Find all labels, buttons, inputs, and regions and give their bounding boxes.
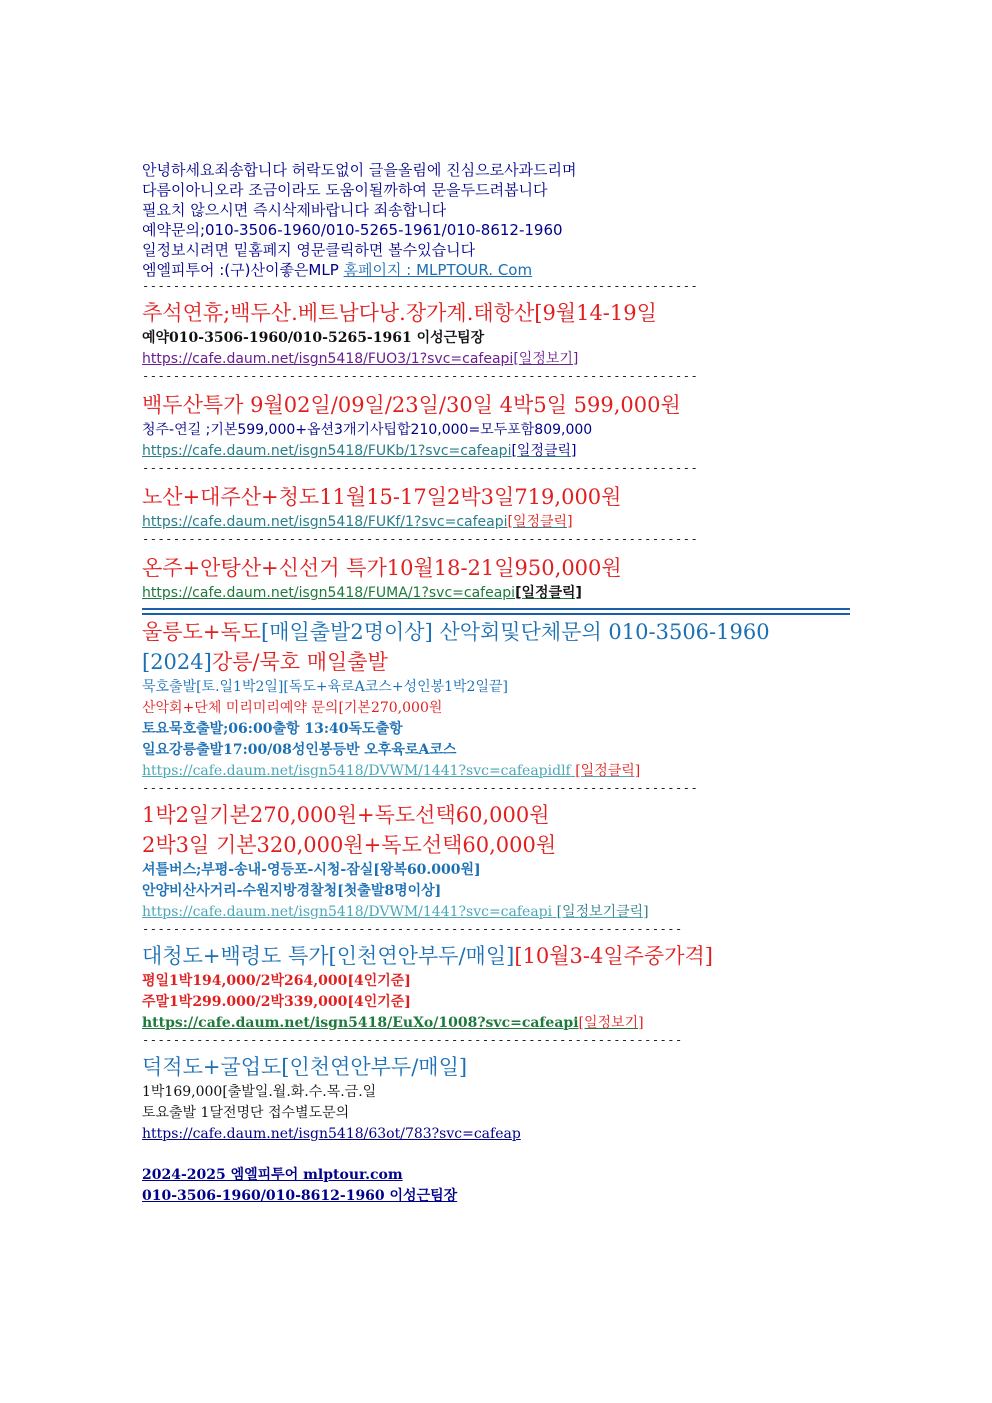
link-suffix[interactable]: [일정보기클릭] [556, 904, 649, 920]
link-url[interactable]: https://cafe.daum.net/isgn5418/EuXo/1008?svc=cafeapi [142, 1015, 579, 1031]
footer [142, 1165, 852, 1207]
section-subtitle [142, 647, 852, 677]
separator: ------------------------------------------------------------------------ [142, 533, 699, 545]
double-divider [142, 608, 850, 615]
schedule-link[interactable] [142, 441, 852, 462]
departure-ports: 강릉/묵호 매일출발 [211, 650, 388, 674]
schedule-link[interactable] [142, 583, 852, 604]
link-url[interactable]: https://cafe.daum.net/isgn5418/DVWM/1441?svc=cafeapi [142, 904, 553, 920]
link-url[interactable]: https://cafe.daum.net/isgn5418/FUMA/1?svc=cafeapi [142, 585, 516, 601]
title-blue: 대청도+백령도 특가[인천연안부두/매일] [142, 944, 515, 968]
section-title: 백두산특가 9월02일/09일/23일/30일 4박5일 599,000원 [142, 393, 681, 417]
detail-line: 주말1박299.000/2박339,000[4인기준] [142, 994, 411, 1010]
section-title: 덕적도+굴업도[인천연안부두/매일] [142, 1055, 468, 1079]
intro-line: 다름이아니오라 조금이라도 도움이될까하여 문을두드려봅니다 [142, 181, 548, 199]
spacer [142, 1145, 852, 1165]
section-title: 노산+대주산+청도11월15-17일2박3일719,000원 [142, 485, 622, 509]
price-line: 2박3일 기본320,000원+독도선택60,000원 [142, 833, 557, 857]
section-daecheongdo [142, 941, 852, 1034]
link-url[interactable]: https://cafe.daum.net/isgn5418/FUKb/1?svc=cafeapi [142, 443, 512, 459]
detail-line: 토요출발 1달전명단 접수별도문의 [142, 1105, 350, 1121]
schedule-link[interactable]: https://cafe.daum.net/isgn5418/63ot/783?svc=cafeap [142, 1126, 521, 1142]
link-url[interactable]: https://cafe.daum.net/isgn5418/FUKf/1?svc=cafeapi [142, 514, 508, 530]
shuttle-line: 셔틀버스;부평-송내-영등포-시청-잠실[왕복60.000원] [142, 862, 481, 878]
price-line: 1박2일기본270,000원+독도선택60,000원 [142, 803, 550, 827]
section-title [142, 941, 852, 971]
schedule-link[interactable] [142, 349, 852, 370]
separator: ------------------------------------------------------------------------ [142, 370, 699, 382]
separator: ------------------------------------------------------------------------ [142, 782, 699, 794]
title-red: 울릉도+독도 [142, 620, 262, 644]
link-url[interactable]: https://cafe.daum.net/isgn5418/FUO3/1?svc=cafeapi [142, 351, 514, 367]
section-ulleungdo [142, 617, 852, 782]
separator: ------------------------------------------------------------------------ [142, 280, 699, 292]
footer-line: 2024-2025 엠엘피투어 mlptour.com [142, 1167, 403, 1183]
section-deokjeokdo [142, 1052, 852, 1145]
section-baekdusan [142, 390, 852, 462]
intro-line: 예약문의;010-3506-1960/010-5265-1961/010-8612-1960 [142, 221, 563, 239]
section-title [142, 617, 852, 647]
intro-line: 일정보시려면 밑홈페지 영문클릭하면 볼수있습니다 [142, 241, 476, 259]
link-suffix[interactable]: [일정클릭] [515, 585, 582, 601]
link-suffix[interactable]: [일정보기] [578, 1015, 644, 1031]
separator: ---------------------------------------------------------------------- [142, 923, 683, 935]
detail-line: 1박169,000[출발일.월.화.수.목.금.일 [142, 1084, 377, 1100]
schedule-link[interactable] [142, 512, 852, 533]
section-chuseok [142, 298, 852, 370]
schedule-link[interactable] [142, 1013, 852, 1034]
year-tag: [2024] [142, 650, 212, 674]
schedule-link[interactable] [142, 761, 852, 782]
detail-line: 묵호출발[토.일1박2일][독도+육로A코스+성인봉1박2일끝] [142, 679, 508, 695]
section-laoshan [142, 482, 852, 533]
detail-line: 평일1박194,000/2박264,000[4인기준] [142, 973, 411, 989]
link-suffix[interactable]: [일정클릭] [507, 514, 573, 530]
section-title: 추석연휴;백두산.베트남다낭.장가계.태항산[9월14-19일 [142, 301, 657, 325]
title-blue: [매일출발2명이상] 산악회및단체문의 010-3506-1960 [261, 620, 770, 644]
section-ulleungdo-prices [142, 800, 852, 923]
link-suffix[interactable]: [일정보기] [513, 351, 579, 367]
price-detail: 청주-연길 ;기본599,000+옵션3개기사팁합210,000=모두포함809,000 [142, 422, 593, 438]
link-suffix[interactable]: [일정클릭] [511, 443, 577, 459]
separator: ---------------------------------------------------------------------- [142, 1034, 683, 1046]
flyer-document [142, 160, 852, 1207]
schedule-link[interactable] [142, 902, 852, 923]
separator: ------------------------------------------------------------------------ [142, 462, 699, 474]
link-url[interactable]: https://cafe.daum.net/isgn5418/DVWM/1441?svc=cafeapidlf [142, 763, 571, 779]
contact-line: 예약010-3506-1960/010-5265-1961 이성근팀장 [142, 330, 485, 346]
intro-line: 필요치 않으시면 즉시삭제바랍니다 죄송합니다 [142, 201, 447, 219]
homepage-link[interactable]: 홈페이지 : MLPTOUR. Com [343, 261, 533, 279]
intro-block [142, 160, 852, 280]
detail-line: 토요묵호출발;06:00출항 13:40독도출항 [142, 721, 403, 737]
section-wenzhou [142, 553, 852, 604]
detail-line: 산악회+단체 미리미리예약 문의[기본270,000원 [142, 700, 443, 716]
company-name: 엠엘피투어 :(구)산이좋은MLP [142, 261, 339, 279]
detail-line: 일요강릉출발17:00/08성인봉등반 오후육로A코스 [142, 742, 457, 758]
footer-line: 010-3506-1960/010-8612-1960 이성근팀장 [142, 1188, 458, 1204]
link-suffix[interactable]: [일정클릭] [575, 763, 641, 779]
section-title: 온주+안탕산+신선거 특가10월18-21일950,000원 [142, 556, 622, 580]
intro-line: 안녕하세요죄송합니다 허락도없이 글을올림에 진심으로사과드리며 [142, 161, 577, 179]
title-red: [10월3-4일주중가격] [514, 944, 713, 968]
shuttle-line: 안양비산사거리-수원지방경찰청[첫출발8명이상] [142, 883, 442, 899]
intro-line-homepage [142, 260, 852, 280]
